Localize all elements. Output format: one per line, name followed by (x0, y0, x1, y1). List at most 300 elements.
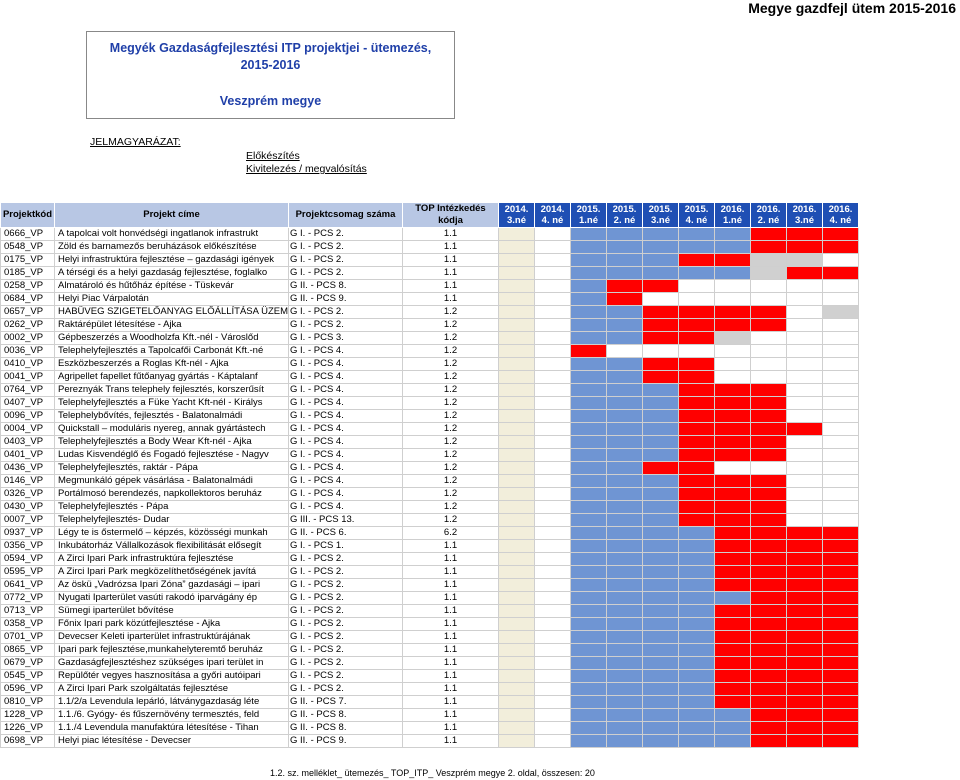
schedule-cell (787, 371, 823, 384)
schedule-cell (499, 345, 535, 358)
project-name: Helyi infrastruktúra fejlesztése – gazdasági igények (55, 254, 289, 267)
package-number: G I. - PCS 2. (289, 228, 403, 241)
header-quarter-year: 2016. (792, 204, 817, 215)
schedule-cell (679, 462, 715, 475)
schedule-cell (499, 540, 535, 553)
package-number: G I. - PCS 2. (289, 319, 403, 332)
schedule-cell (787, 605, 823, 618)
schedule-cell (679, 319, 715, 332)
header-quarter-label: 4. né (685, 215, 708, 226)
schedule-cell (715, 592, 751, 605)
schedule-cell (679, 371, 715, 384)
top-code: 1.1 (403, 670, 499, 683)
schedule-cell (499, 566, 535, 579)
schedule-cell (823, 475, 859, 488)
schedule-cell (571, 709, 607, 722)
schedule-cell (607, 722, 643, 735)
header-quarter-label: 2. né (613, 215, 636, 226)
schedule-cell (643, 293, 679, 306)
schedule-cell (751, 358, 787, 371)
schedule-cell (751, 228, 787, 241)
project-name: Inkubátorház Vállalkozások flexibilitását elősegít (55, 540, 289, 553)
project-name: HABÜVEG SZIGETELŐANYAG ELŐÁLLÍTÁSA ÜZEM (55, 306, 289, 319)
schedule-cell (607, 631, 643, 644)
project-code: 0596_VP (1, 683, 55, 696)
schedule-cell (643, 254, 679, 267)
top-code: 1.1 (403, 566, 499, 579)
schedule-cell (715, 670, 751, 683)
project-code: 0041_VP (1, 371, 55, 384)
schedule-cell (679, 241, 715, 254)
schedule-cell (823, 735, 859, 748)
package-number: G I. - PCS 1. (289, 540, 403, 553)
header-pcs: Projektcsomag száma (289, 203, 403, 228)
document-title: Megyék Gazdaságfejlesztési ITP projektjei - ütemezés, (109, 41, 432, 55)
header-quarter-label: 3.né (794, 215, 814, 226)
package-number: G I. - PCS 4. (289, 397, 403, 410)
schedule-cell (751, 397, 787, 410)
schedule-cell (571, 449, 607, 462)
schedule-cell (679, 683, 715, 696)
schedule-cell (607, 592, 643, 605)
schedule-cell (643, 644, 679, 657)
table-row (1, 267, 859, 280)
project-name: Főnix Ipari park közútfejlesztése - Ajka (55, 618, 289, 631)
schedule-cell (715, 488, 751, 501)
schedule-cell (823, 566, 859, 579)
schedule-cell (823, 722, 859, 735)
schedule-cell (823, 462, 859, 475)
schedule-cell (643, 358, 679, 371)
project-code: 0358_VP (1, 618, 55, 631)
legend-item-preparation: Előkészítés (246, 150, 300, 162)
schedule-cell (751, 566, 787, 579)
schedule-cell (787, 670, 823, 683)
schedule-cell (643, 735, 679, 748)
schedule-cell (715, 683, 751, 696)
header-quarter (787, 203, 823, 228)
schedule-cell (571, 579, 607, 592)
schedule-cell (715, 228, 751, 241)
project-code: 0410_VP (1, 358, 55, 371)
schedule-cell (715, 527, 751, 540)
schedule-cell (499, 683, 535, 696)
schedule-cell (715, 514, 751, 527)
schedule-cell (607, 488, 643, 501)
schedule-cell (607, 410, 643, 423)
schedule-cell (535, 605, 571, 618)
top-code: 1.2 (403, 306, 499, 319)
schedule-cell (571, 592, 607, 605)
schedule-cell (499, 618, 535, 631)
schedule-cell (571, 696, 607, 709)
schedule-cell (679, 501, 715, 514)
table-row (1, 579, 859, 592)
top-code: 1.2 (403, 332, 499, 345)
package-number: G I. - PCS 2. (289, 670, 403, 683)
project-code: 0430_VP (1, 501, 55, 514)
table-row (1, 722, 859, 735)
schedule-cell (643, 579, 679, 592)
schedule-cell (535, 293, 571, 306)
schedule-cell (499, 397, 535, 410)
schedule-cell (787, 358, 823, 371)
schedule-cell (679, 657, 715, 670)
schedule-cell (787, 423, 823, 436)
schedule-cell (643, 384, 679, 397)
schedule-cell (751, 306, 787, 319)
schedule-cell (787, 319, 823, 332)
top-code: 1.1 (403, 605, 499, 618)
schedule-cell (679, 358, 715, 371)
schedule-cell (715, 605, 751, 618)
schedule-cell (607, 228, 643, 241)
schedule-cell (823, 527, 859, 540)
schedule-cell (787, 683, 823, 696)
top-code: 1.2 (403, 384, 499, 397)
schedule-cell (679, 735, 715, 748)
schedule-cell (571, 293, 607, 306)
package-number: G I. - PCS 4. (289, 345, 403, 358)
schedule-cell (787, 644, 823, 657)
schedule-cell (679, 592, 715, 605)
package-number: G I. - PCS 2. (289, 644, 403, 657)
header-quarter (499, 203, 535, 228)
schedule-cell (787, 501, 823, 514)
schedule-cell (607, 397, 643, 410)
schedule-cell (643, 397, 679, 410)
schedule-cell (571, 488, 607, 501)
schedule-cell (751, 618, 787, 631)
schedule-cell (751, 280, 787, 293)
header-quarter-year: 2015. (612, 204, 637, 215)
top-code: 1.2 (403, 514, 499, 527)
header-quarter-label: 1.né (578, 215, 598, 226)
schedule-cell (787, 475, 823, 488)
top-code: 1.1 (403, 280, 499, 293)
schedule-cell (787, 397, 823, 410)
schedule-cell (679, 345, 715, 358)
schedule-cell (679, 293, 715, 306)
schedule-cell (643, 670, 679, 683)
schedule-cell (535, 488, 571, 501)
schedule-cell (535, 397, 571, 410)
schedule-cell (715, 371, 751, 384)
schedule-cell (679, 410, 715, 423)
schedule-cell (499, 605, 535, 618)
package-number: G I. - PCS 2. (289, 306, 403, 319)
schedule-cell (499, 371, 535, 384)
schedule-cell (535, 254, 571, 267)
schedule-cell (535, 384, 571, 397)
schedule-cell (535, 332, 571, 345)
project-code: 0764_VP (1, 384, 55, 397)
schedule-cell (535, 436, 571, 449)
schedule-cell (571, 241, 607, 254)
schedule-cell (823, 436, 859, 449)
schedule-cell (499, 475, 535, 488)
schedule-cell (607, 540, 643, 553)
project-code: 0403_VP (1, 436, 55, 449)
schedule-cell (499, 358, 535, 371)
package-number: G I. - PCS 2. (289, 592, 403, 605)
top-code: 1.1 (403, 592, 499, 605)
document-title-county: Veszprém megye (219, 94, 322, 108)
schedule-cell (823, 410, 859, 423)
schedule-cell (679, 722, 715, 735)
package-number: G III. - PCS 13. (289, 514, 403, 527)
project-code: 0548_VP (1, 241, 55, 254)
table-row (1, 514, 859, 527)
table-row (1, 423, 859, 436)
schedule-cell (787, 657, 823, 670)
schedule-cell (715, 722, 751, 735)
package-number: G I. - PCS 2. (289, 579, 403, 592)
table-row (1, 241, 859, 254)
schedule-cell (535, 371, 571, 384)
table-row (1, 605, 859, 618)
header-quarter (571, 203, 607, 228)
schedule-cell (643, 696, 679, 709)
schedule-cell (607, 605, 643, 618)
schedule-cell (607, 527, 643, 540)
schedule-cell (715, 553, 751, 566)
schedule-cell (535, 722, 571, 735)
schedule-cell (535, 358, 571, 371)
schedule-cell (715, 566, 751, 579)
schedule-cell (643, 345, 679, 358)
schedule-cell (823, 384, 859, 397)
header-quarter-label: 2. né (757, 215, 780, 226)
header-quarter-label: 4. né (829, 215, 852, 226)
schedule-cell (571, 501, 607, 514)
schedule-cell (751, 462, 787, 475)
project-code: 0401_VP (1, 449, 55, 462)
schedule-cell (751, 722, 787, 735)
table-row (1, 462, 859, 475)
package-number: G I. - PCS 4. (289, 436, 403, 449)
schedule-cell (571, 397, 607, 410)
project-name: Az öskü „Vadrózsa Ipari Zóna” gazdasági – ipari (55, 579, 289, 592)
package-number: G I. - PCS 2. (289, 631, 403, 644)
project-code: 0146_VP (1, 475, 55, 488)
schedule-cell (751, 735, 787, 748)
schedule-cell (499, 423, 535, 436)
schedule-cell (679, 397, 715, 410)
table-row (1, 696, 859, 709)
package-number: G I. - PCS 3. (289, 332, 403, 345)
schedule-cell (607, 267, 643, 280)
schedule-cell (823, 670, 859, 683)
project-code: 0772_VP (1, 592, 55, 605)
schedule-cell (499, 410, 535, 423)
package-number: G I. - PCS 4. (289, 462, 403, 475)
project-code: 0810_VP (1, 696, 55, 709)
package-number: G I. - PCS 4. (289, 501, 403, 514)
schedule-cell (535, 735, 571, 748)
schedule-cell (823, 449, 859, 462)
schedule-cell (679, 540, 715, 553)
schedule-cell (643, 683, 679, 696)
schedule-cell (751, 514, 787, 527)
schedule-cell (607, 358, 643, 371)
schedule-cell (787, 540, 823, 553)
schedule-cell (787, 449, 823, 462)
project-code: 0657_VP (1, 306, 55, 319)
schedule-cell (499, 306, 535, 319)
header-quarter-year: 2016. (756, 204, 781, 215)
table-row (1, 540, 859, 553)
schedule-cell (607, 670, 643, 683)
project-code: 0937_VP (1, 527, 55, 540)
schedule-cell (607, 241, 643, 254)
top-code: 1.2 (403, 436, 499, 449)
schedule-cell (607, 384, 643, 397)
project-code: 0666_VP (1, 228, 55, 241)
schedule-cell (751, 644, 787, 657)
top-code: 1.1 (403, 241, 499, 254)
schedule-cell (643, 475, 679, 488)
schedule-cell (607, 514, 643, 527)
schedule-cell (571, 319, 607, 332)
package-number: G I. - PCS 4. (289, 475, 403, 488)
project-name: Telephelyfejlesztés, raktár - Pápa (55, 462, 289, 475)
schedule-cell (823, 280, 859, 293)
project-name: Telephelyfejlesztés - Pápa (55, 501, 289, 514)
schedule-cell (643, 280, 679, 293)
schedule-cell (643, 410, 679, 423)
package-number: G I. - PCS 2. (289, 605, 403, 618)
schedule-cell (535, 527, 571, 540)
table-row (1, 371, 859, 384)
schedule-cell (535, 657, 571, 670)
schedule-cell (643, 449, 679, 462)
project-name: Telephelyfejlesztés a Body Wear Kft-nél - Ajka (55, 436, 289, 449)
schedule-cell (715, 631, 751, 644)
top-code: 1.2 (403, 410, 499, 423)
schedule-cell (571, 267, 607, 280)
schedule-cell (643, 306, 679, 319)
schedule-cell (715, 345, 751, 358)
package-number: G II. - PCS 8. (289, 709, 403, 722)
schedule-cell (715, 254, 751, 267)
package-number: G I. - PCS 4. (289, 488, 403, 501)
package-number: G II. - PCS 8. (289, 722, 403, 735)
table-row (1, 280, 859, 293)
schedule-cell (679, 332, 715, 345)
schedule-cell (751, 371, 787, 384)
package-number: G I. - PCS 2. (289, 683, 403, 696)
schedule-cell (787, 488, 823, 501)
schedule-cell (571, 735, 607, 748)
schedule-cell (751, 410, 787, 423)
schedule-cell (823, 644, 859, 657)
schedule-cell (679, 579, 715, 592)
schedule-cell (751, 254, 787, 267)
header-top: TOP Intézkedés kódja (403, 203, 499, 228)
header-quarter-year: 2014. (540, 204, 565, 215)
schedule-cell (787, 306, 823, 319)
schedule-cell (751, 332, 787, 345)
package-number: G II. - PCS 8. (289, 280, 403, 293)
schedule-cell (535, 306, 571, 319)
schedule-cell (535, 228, 571, 241)
schedule-cell (715, 735, 751, 748)
schedule-cell (607, 449, 643, 462)
schedule-cell (499, 527, 535, 540)
schedule-cell (787, 618, 823, 631)
page-footer: 1.2. sz. melléklet_ ütemezés_ TOP_ITP_ Veszprém megye 2. oldal, összesen: 20 (270, 768, 595, 778)
schedule-cell (823, 423, 859, 436)
project-name: Telephelybővítés, fejlesztés - Balatonalmádi (55, 410, 289, 423)
schedule-cell (751, 657, 787, 670)
schedule-cell (571, 618, 607, 631)
schedule-cell (499, 267, 535, 280)
schedule-cell (535, 462, 571, 475)
schedule-cell (751, 592, 787, 605)
schedule-cell (823, 696, 859, 709)
project-name: Gazdaságfejlesztéshez szükséges ipari terület in (55, 657, 289, 670)
project-code: 0713_VP (1, 605, 55, 618)
schedule-cell (823, 631, 859, 644)
schedule-cell (715, 293, 751, 306)
schedule-cell (571, 410, 607, 423)
schedule-cell (643, 436, 679, 449)
project-code: 0595_VP (1, 566, 55, 579)
schedule-cell (499, 631, 535, 644)
header-quarter (751, 203, 787, 228)
project-code: 0096_VP (1, 410, 55, 423)
schedule-cell (715, 423, 751, 436)
schedule-cell (823, 709, 859, 722)
table-row (1, 618, 859, 631)
top-code: 1.1 (403, 553, 499, 566)
schedule-cell (715, 579, 751, 592)
schedule-cell (751, 475, 787, 488)
schedule-cell (751, 553, 787, 566)
schedule-cell (679, 631, 715, 644)
table-row (1, 501, 859, 514)
schedule-cell (607, 462, 643, 475)
schedule-cell (643, 540, 679, 553)
schedule-cell (499, 488, 535, 501)
schedule-cell (499, 293, 535, 306)
schedule-cell (499, 449, 535, 462)
schedule-cell (499, 709, 535, 722)
table-row (1, 527, 859, 540)
schedule-cell (751, 319, 787, 332)
package-number: G I. - PCS 2. (289, 566, 403, 579)
schedule-cell (823, 371, 859, 384)
schedule-cell (643, 709, 679, 722)
schedule-cell (823, 241, 859, 254)
project-code: 0185_VP (1, 267, 55, 280)
table-row (1, 332, 859, 345)
schedule-cell (535, 449, 571, 462)
table-row (1, 410, 859, 423)
table-row (1, 384, 859, 397)
schedule-cell (571, 566, 607, 579)
schedule-cell (571, 514, 607, 527)
schedule-cell (643, 228, 679, 241)
schedule-cell (787, 228, 823, 241)
schedule-cell (679, 423, 715, 436)
table-row (1, 436, 859, 449)
schedule-cell (571, 475, 607, 488)
schedule-cell (499, 592, 535, 605)
project-code: 0036_VP (1, 345, 55, 358)
project-name: Telephelyfejlesztés a Tapolcafői Carbonát Kft.-né (55, 345, 289, 358)
